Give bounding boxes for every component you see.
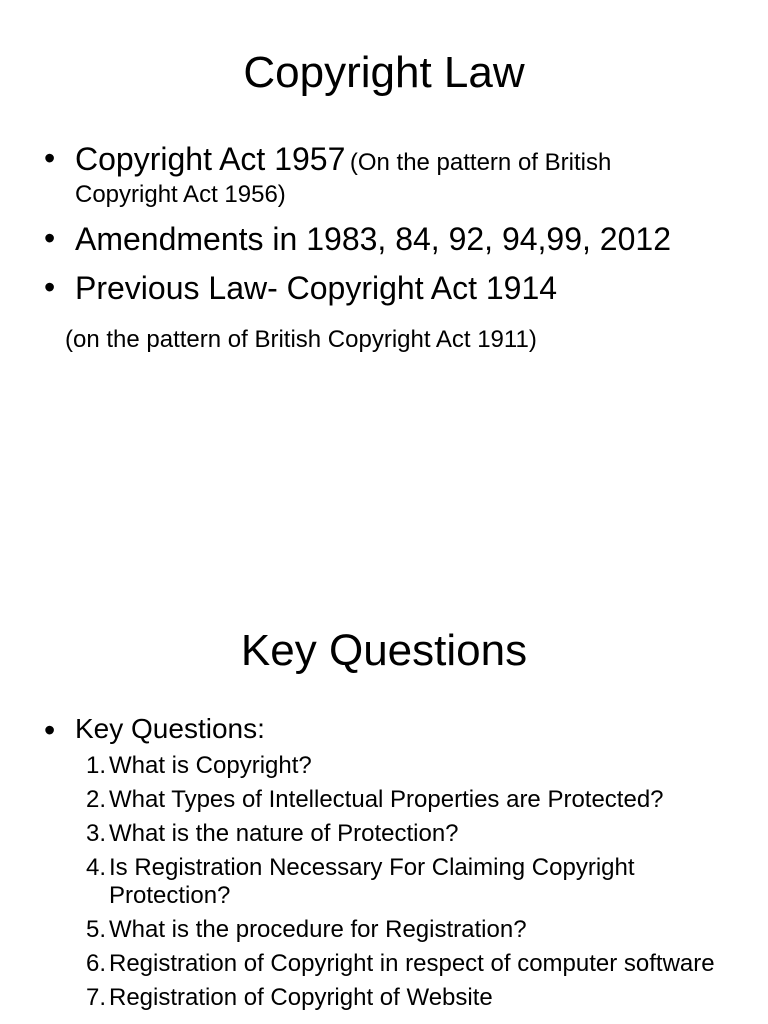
- bullet-main-text: Key Questions:: [75, 713, 265, 744]
- list-item-text: What is Copyright?: [109, 752, 312, 779]
- list-item: [86, 820, 746, 848]
- bullet-icon: •: [44, 712, 56, 748]
- bullet-icon: •: [44, 140, 56, 176]
- list-item: [86, 752, 746, 780]
- list-item: [86, 854, 746, 910]
- list-item-text: What is the procedure for Registration?: [109, 916, 527, 943]
- bullet-amendments: [44, 220, 748, 258]
- bullet-icon: •: [44, 220, 56, 256]
- list-item-number: 5.: [86, 916, 107, 943]
- list-item: [86, 916, 746, 944]
- slide-title: Key Questions: [240, 626, 528, 675]
- questions-list: [86, 752, 746, 1018]
- list-item-text: What Types of Intellectual Properties are Protected?: [109, 786, 664, 813]
- list-item-number: 7.: [86, 984, 107, 1011]
- bullet-note-text-continued: Copyright Act 1956): [75, 181, 286, 208]
- bullet-key-questions: [44, 712, 748, 749]
- slide-title: Copyright Law: [243, 48, 525, 97]
- list-item-text: Registration of Copyright of Website: [109, 984, 493, 1011]
- bullet-note-text: (On the pattern of British: [349, 149, 612, 176]
- list-item-text: Is Registration Necessary For Claiming Copyright Protection?: [109, 854, 635, 909]
- list-item-number: 4.: [86, 854, 107, 881]
- list-item: [86, 786, 746, 814]
- list-item-number: 3.: [86, 820, 107, 847]
- list-item: [86, 950, 746, 978]
- bullet-main-text: Copyright Act 1957: [75, 141, 346, 177]
- bullet-main-text: Amendments in 1983, 84, 92, 94,99, 2012: [75, 221, 671, 257]
- slide-key-questions: [0, 512, 768, 1024]
- bullet-icon: •: [44, 269, 56, 305]
- bullet-copyright-act-1957: [44, 140, 748, 211]
- list-item-text: What is the nature of Protection?: [109, 820, 459, 847]
- bullet-main-text: Previous Law- Copyright Act 1914: [75, 270, 558, 306]
- previous-law-note: (on the pattern of British Copyright Act 1911): [65, 326, 537, 353]
- list-item-number: 2.: [86, 786, 107, 813]
- list-item-number: 6.: [86, 950, 107, 977]
- list-item-number: 1.: [86, 752, 107, 779]
- bullet-previous-law: [44, 269, 748, 307]
- list-item: [86, 984, 746, 1012]
- list-item-text: Registration of Copyright in respect of computer software: [109, 950, 715, 977]
